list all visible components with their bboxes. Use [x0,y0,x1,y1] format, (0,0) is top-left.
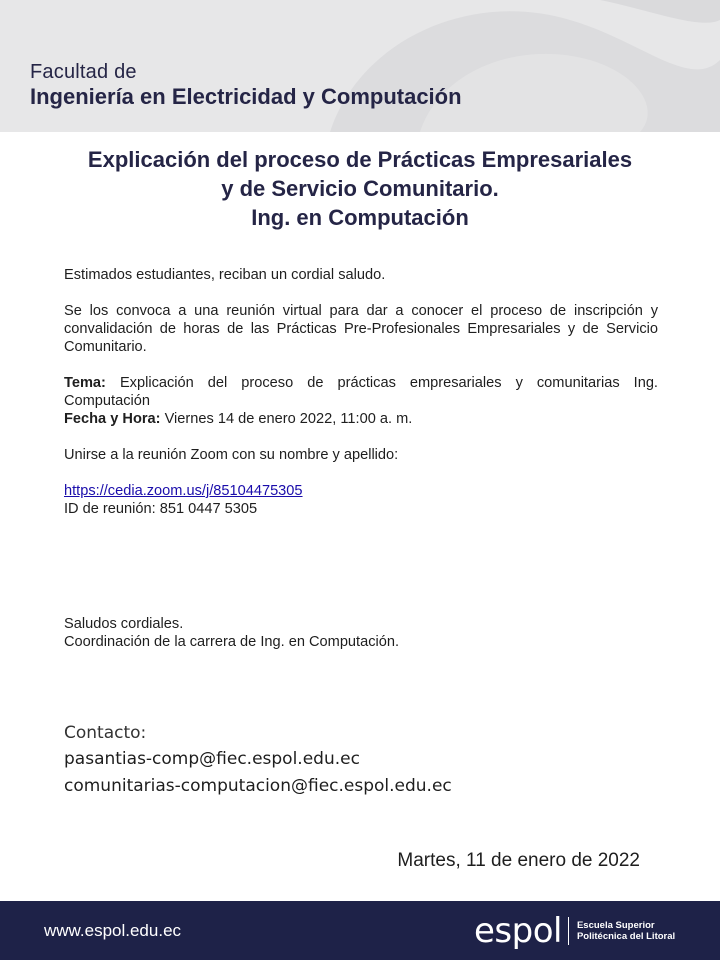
logo-divider [568,917,569,945]
announcement-body [64,266,658,518]
espol-logo-wordmark: espol [474,911,562,951]
header-band [0,0,720,132]
document-title [0,145,720,232]
title-line-2: y de Servicio Comunitario. [221,176,499,201]
topic-line [64,374,658,410]
datetime-label: Fecha y Hora: [64,411,161,427]
join-instruction: Unirse a la reunión Zoom con su nombre y apellido: [64,447,399,463]
contact-block [64,720,452,800]
closing-block [64,615,658,651]
topic-label: Tema: [64,375,106,391]
contact-heading: Contacto: [64,723,147,743]
contact-email-internships[interactable]: pasantias-comp@fiec.espol.edu.ec [64,749,360,769]
document-date: Martes, 11 de enero de 2022 [397,850,640,871]
invitation-text: Se los convoca a una reunión virtual para dar a conocer el proceso de inscripción y convalidación de horas de las Prácticas Pre-Profesionales Empresariales y de Servicio Comunitario. [64,303,658,355]
zoom-meeting-link[interactable]: https://cedia.zoom.us/j/85104475305 [64,483,303,499]
title-line-3: Ing. en Computación [251,205,469,230]
espol-logo [474,910,675,952]
footer-website-link[interactable]: www.espol.edu.ec [44,921,182,940]
greeting-text: Estimados estudiantes, reciban un cordial saludo. [64,267,386,283]
datetime-line [64,410,658,428]
topic-value: Explicación del proceso de prácticas empresariales y comunitarias Ing. Computación [64,375,658,409]
faculty-name-line1: Facultad de [30,61,137,83]
espol-logo-caption: Escuela Superior Politécnica del Litoral [576,920,676,942]
closing-signature: Coordinación de la carrera de Ing. en Computación. [64,634,400,650]
closing-greeting: Saludos cordiales. [64,616,184,632]
meeting-id: ID de reunión: 851 0447 5305 [64,501,258,517]
footer-band [0,901,720,960]
contact-email-community[interactable]: comunitarias-computacion@fiec.espol.edu.ec [64,776,452,796]
datetime-value: Viernes 14 de enero 2022, 11:00 a. m. [164,411,413,427]
faculty-name-line2: Ingeniería en Electricidad y Computación [30,84,462,109]
title-line-1: Explicación del proceso de Prácticas Empresariales [87,147,633,172]
